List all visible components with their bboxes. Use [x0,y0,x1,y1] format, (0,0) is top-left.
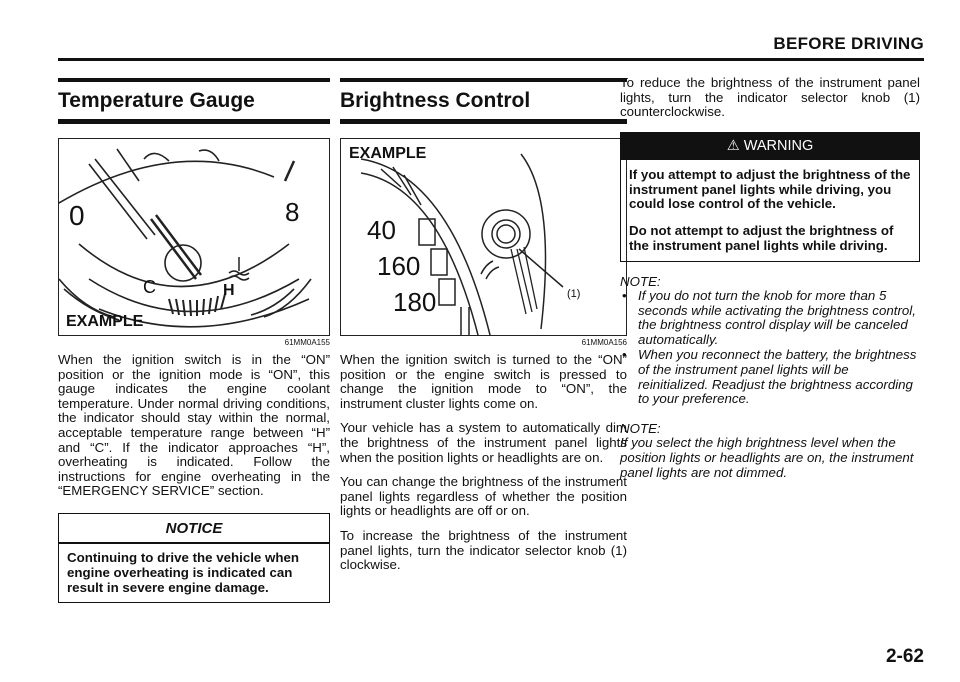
figure-code: 61MM0A155 [284,338,330,347]
warning-header [621,133,919,160]
warning-body [621,160,919,261]
warning-box [620,132,920,262]
dial-number-180: 180 [393,287,437,317]
note-label-1: NOTE: [620,273,661,289]
note-item: • If you do not turn the knob for more than 5 seconds while activating the brightness control, the brightness control display will be canceled automatically. [620,289,920,348]
notice-box [58,513,330,603]
temperature-gauge-section [58,78,330,603]
brightness-knob-illustration [341,139,627,335]
dial-number-160: 160 [377,251,421,281]
section-bottom-rule [340,119,627,124]
note-item: • When you reconnect the battery, the brightness of the instrument panel lights will be reinitialized. Readjust the brightness according to your preference. [620,348,920,407]
brightness-knob-figure [340,138,627,336]
right-column [620,76,920,481]
note-list [620,289,920,407]
temperature-gauge-illustration [59,139,330,335]
header-rule [58,58,924,61]
warning-triangle-icon: ⚠ [726,137,740,154]
notice-text: Continuing to drive the vehicle when engine overheating is indicated can result in severe engine damage. [67,549,299,595]
notice-title: NOTICE [59,514,329,544]
gauge-mark-c: C [143,277,156,297]
warning-paragraph-1: If you attempt to adjust the brightness of the instrument panel lights while driving, you could lose control of the vehicle. [629,166,911,212]
figure-example-label: EXAMPLE [349,145,427,162]
note-label-2: NOTE: [620,421,661,437]
gauge-digit-right: 8 [285,197,300,227]
brightness-control-section [340,78,627,583]
brightness-paragraph-1: When the ignition switch is turned to the “ON” position or the engine switch is pressed to change the ignition mode to “ON”, the instrument cluster lights come on. [340,352,627,411]
reduce-brightness-paragraph: To reduce the brightness of the instrument panel lights, turn the indicator selector knob (1) counterclockwise. [620,75,920,120]
temperature-gauge-figure [58,138,330,336]
gauge-mark-h: H [223,282,235,299]
brightness-paragraph-4: To increase the brightness of the instrument panel lights, turn the indicator selector knob (1) clockwise. [340,527,627,573]
brightness-paragraph-3: You can change the brightness of the instrument panel lights regardless of whether the position lights or headlights are off or on. [340,474,627,519]
figure-example-label: EXAMPLE [66,313,144,330]
page-number: 2-62 [885,646,924,667]
dial-number-40: 40 [367,215,396,245]
brightness-paragraph-2: Your vehicle has a system to automatically dim the brightness of the instrument panel lights when the position lights or headlights are on. [340,420,627,465]
temperature-paragraph: When the ignition switch is in the “ON” position or the ignition mode is “ON”, this gauge indicates the engine coolant temperature. Under normal driving conditions, the indicator should stay within the normal, acceptable temperature range between “H” and “C”. If the indicator approaches “H”, overheating is indicated. Follow the instructions for engine overheating in the “EMERGENCY SERVICE” section. [58,352,330,499]
section-title-temperature: Temperature Gauge [58,89,255,112]
section-bottom-rule [58,119,330,124]
gauge-digit-left: 0 [69,200,85,231]
section-title-brightness: Brightness Control [340,89,531,112]
callout-label: (1) [567,288,581,300]
header-title: BEFORE DRIVING [773,34,924,53]
warning-title: WARNING [743,137,814,154]
note-text-2: If you select the high brightness level when the position lights or headlights are on, the instrument panel lights are not dimmed. [620,435,914,480]
warning-paragraph-2: Do not attempt to adjust the brightness of the instrument panel lights while driving. [629,223,894,253]
figure-code: 61MM0A156 [581,338,627,347]
